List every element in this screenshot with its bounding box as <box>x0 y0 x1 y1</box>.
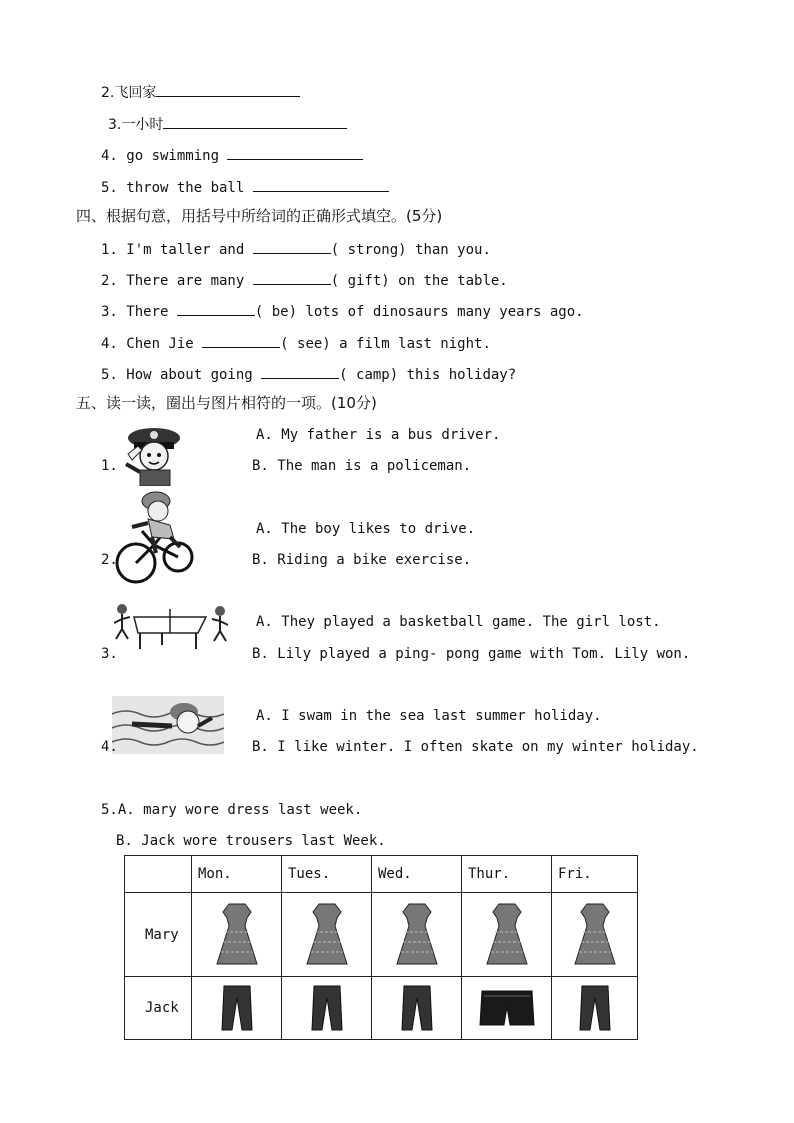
s4-item-5: 5. How about going ( camp) this holiday? <box>101 364 516 384</box>
dress-cell <box>462 893 552 977</box>
q4-option-b[interactable]: B. I like winter. I often skate on my winter holiday. <box>252 739 699 755</box>
row-name: Mary <box>125 893 192 977</box>
table-row-jack <box>125 977 638 1040</box>
q2-number: 2. <box>101 552 118 568</box>
q3-option-b[interactable]: B. Lily played a ping- pong game with Tom. Lily won. <box>252 646 691 662</box>
q3-number: 3. <box>101 646 118 662</box>
policeman-picture <box>118 420 194 486</box>
answer-blank[interactable] <box>163 114 347 129</box>
day-header: Fri. <box>552 856 638 893</box>
day-header: Wed. <box>372 856 462 893</box>
day-header: Mon. <box>192 856 282 893</box>
day-header: Tues. <box>282 856 372 893</box>
answer-blank[interactable] <box>156 82 300 97</box>
answer-blank[interactable] <box>202 333 280 348</box>
trousers-cell <box>552 977 638 1040</box>
q4-option-a[interactable]: A. I swam in the sea last summer holiday. <box>256 708 602 724</box>
dress-icon <box>305 902 349 968</box>
clothes-table <box>124 855 638 1040</box>
q1-number: 1. <box>101 458 118 474</box>
s4-item-1: 1. I'm taller and ( strong) than you. <box>101 239 491 259</box>
dress-icon <box>573 902 617 968</box>
s3-item-4: 4. go swimming <box>101 145 363 165</box>
trousers-icon <box>220 984 254 1032</box>
answer-blank[interactable] <box>227 145 363 160</box>
s4-item-4: 4. Chen Jie ( see) a film last night. <box>101 333 491 353</box>
answer-blank[interactable] <box>253 177 389 192</box>
s4-item-2: 2. There are many ( gift) on the table. <box>101 270 508 290</box>
trousers-cell <box>372 977 462 1040</box>
dress-icon <box>395 902 439 968</box>
table-corner-cell <box>125 856 192 893</box>
trousers-cell <box>282 977 372 1040</box>
answer-blank[interactable] <box>253 239 331 254</box>
answer-blank[interactable] <box>177 301 255 316</box>
trousers-icon <box>578 984 612 1032</box>
dress-cell <box>192 893 282 977</box>
s4-item-3: 3. There ( be) lots of dinosaurs many years ago. <box>101 301 584 321</box>
ping-pong-picture <box>110 603 236 651</box>
section5-heading: 五、读一读，圈出与图片相符的一项。(10分) <box>76 394 377 412</box>
dress-icon <box>215 902 259 968</box>
s3-item-3: 3.一小时 <box>108 114 347 134</box>
trousers-icon <box>400 984 434 1032</box>
q3-option-a[interactable]: A. They played a basketball game. The girl lost. <box>256 614 661 630</box>
dress-cell <box>282 893 372 977</box>
row-name: Jack <box>125 977 192 1040</box>
shorts-icon <box>478 987 536 1029</box>
swimmer-picture <box>112 696 224 754</box>
trousers-cell <box>192 977 282 1040</box>
cyclist-picture <box>112 487 196 587</box>
q2-option-a[interactable]: A. The boy likes to drive. <box>256 521 476 537</box>
table-header-row <box>125 856 638 893</box>
shorts-cell <box>462 977 552 1040</box>
answer-blank[interactable] <box>253 270 331 285</box>
day-header: Thur. <box>462 856 552 893</box>
dress-cell <box>552 893 638 977</box>
dress-cell <box>372 893 462 977</box>
q1-option-b[interactable]: B. The man is a policeman. <box>252 458 472 474</box>
q5-option-b[interactable]: B. Jack wore trousers last Week. <box>116 833 386 849</box>
s3-item-2: 2.飞回家 <box>101 82 300 102</box>
q5-option-a[interactable]: 5.A. mary wore dress last week. <box>101 802 363 818</box>
q4-number: 4. <box>101 739 118 755</box>
trousers-icon <box>310 984 344 1032</box>
answer-blank[interactable] <box>261 364 339 379</box>
q1-option-a[interactable]: A. My father is a bus driver. <box>256 427 501 443</box>
table-row-mary <box>125 893 638 977</box>
dress-icon <box>485 902 529 968</box>
s3-item-5: 5. throw the ball <box>101 177 389 197</box>
section4-heading: 四、根据句意，用括号中所给词的正确形式填空。(5分) <box>76 207 443 225</box>
q2-option-b[interactable]: B. Riding a bike exercise. <box>252 552 472 568</box>
